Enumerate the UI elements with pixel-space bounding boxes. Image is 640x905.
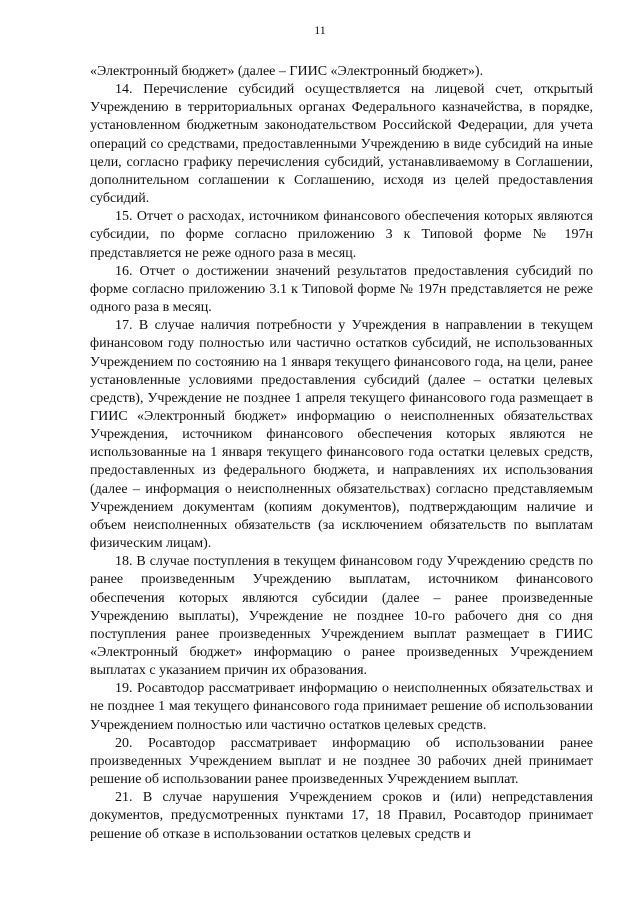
document-body bbox=[90, 63, 593, 844]
paragraph-14: 14. Перечисление субсидий осуществляется на лицевой счет, открытый Учреждению в территориальных органах Федерального казначейства, в порядке, установленном бюджетным законодательством Российской Федерации, для учета операций со средствами, предоставленными Учреждению в виде субсидий на иные цели, согласно графику перечисления субсидий, устанавливаемому в Соглашении, дополнительном соглашении к Соглашению, исходя из целей предоставления субсидий. bbox=[90, 82, 593, 207]
page-number: 11 bbox=[314, 23, 326, 37]
paragraph-15: 15. Отчет о расходах, источником финансового обеспечения которых являются субсидии, по форме согласно приложению 3 к Типовой форме № 197н представляется не реже одного раза в месяц. bbox=[90, 209, 593, 261]
paragraph-16: 16. Отчет о достижении значений результатов предоставления субсидий по форме согласно приложению 3.1 к Типовой форме № 197н представляется не реже одного раза в месяц. bbox=[90, 263, 593, 316]
paragraph-19: 19. Росавтодор рассматривает информацию о неисполненных обязательствах и не позднее 1 мая текущего финансового года принимает решение об использовании Учреждением полностью или частично остатков целевых средств. bbox=[90, 681, 593, 733]
paragraph-17: 17. В случае наличия потребности у Учреждения в направлении в текущем финансовом году полностью или частично остатков субсидий, не использованных Учреждением по состоянию на 1 января текущего финансового года, на цели, ранее установленные условиями предоставления субсидий (далее – остатки целевых средств), Учреждение не позднее 1 апреля текущего финансового года размещает в ГИИС «Электронный бюджет» информацию о неисполненных обязательствах Учреждения, источником финансового обеспечения которых являются не использованные на 1 января текущего финансового года остатки целевых средств, предоставленных из федерального бюджета, и направлениях их использования (далее – информация о неисполненных обязательствах) согласно представляемым Учреждением документам (копиям документов), подтверждающим наличие и объем неисполненных обязательств (за исключением обязательств по выплатам физическим лицам). bbox=[90, 318, 593, 552]
paragraph-continuation: «Электронный бюджет» (далее – ГИИС «Электронный бюджет»). bbox=[90, 64, 484, 79]
paragraph-21: 21. В случае нарушения Учреждением сроков и (или) непредставления документов, предусмотренных пунктами 17, 18 Правил, Росавтодор принимает решение об отказе в использовании остатков целевых средств и bbox=[90, 790, 593, 842]
paragraph-18: 18. В случае поступления в текущем финансовом году Учреждению средств по ранее произведенным Учреждению выплатам, источником финансового обеспечения которых являются субсидии (далее – ранее произведенные Учреждению выплаты), Учреждение не позднее 10-го рабочего дня со дня поступления ранее произведенных Учреждением выплат размещает в ГИИС «Электронный бюджет» информацию о ранее произведенных Учреждением выплатах с указанием причин их образования. bbox=[90, 554, 593, 679]
paragraph-20: 20. Росавтодор рассматривает информацию об использовании ранее произведенных Учреждением выплат и не позднее 30 рабочих дней принимает решение об использовании ранее произведенных Учреждением выплат. bbox=[90, 735, 593, 788]
